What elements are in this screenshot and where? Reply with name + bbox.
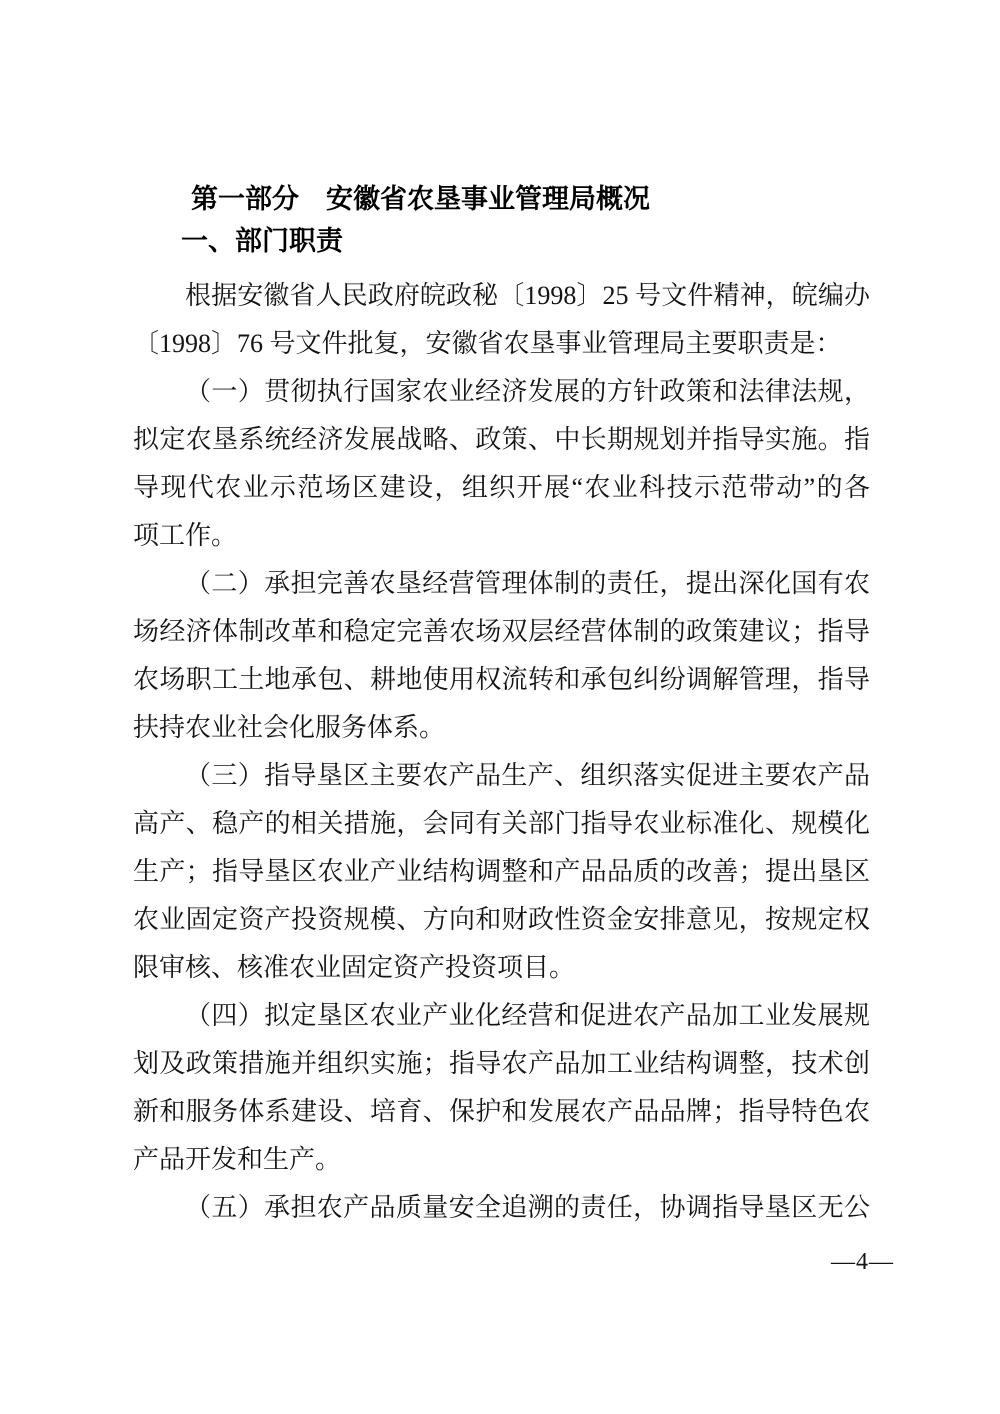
body-line-1: 根据安徽省人民政府皖政秘〔1998〕25 号文件精神，皖编办 <box>185 281 870 310</box>
body-line-19: 产品开发和生产。 <box>133 1145 342 1174</box>
body-line-18: 新和服务体系建设、培育、保护和发展农产品品牌；指导特色农 <box>133 1097 870 1126</box>
body-line-11: （三）指导垦区主要农产品生产、组织落实促进主要农产品 <box>185 761 870 790</box>
body-line-8: 场经济体制改革和稳定完善农场双层经营体制的政策建议；指导 <box>133 617 870 646</box>
document-body <box>133 272 870 1232</box>
body-line-3: （一）贯彻执行国家农业经济发展的方针政策和法律法规， <box>185 377 870 406</box>
page-number: —4— <box>831 1249 894 1275</box>
section-heading: 一、部门职责 <box>181 226 343 256</box>
part-title: 第一部分 安徽省农垦事业管理局概况 <box>191 184 650 214</box>
body-line-2: 〔1998〕76 号文件批复，安徽省农垦事业管理局主要职责是： <box>133 329 842 358</box>
body-line-15: 限审核、核准农业固定资产投资项目。 <box>133 953 576 982</box>
body-line-7: （二）承担完善农垦经营管理体制的责任，提出深化国有农 <box>185 569 870 598</box>
body-line-5: 导现代农业示范场区建设，组织开展“农业科技示范带动”的各 <box>133 473 870 502</box>
body-line-14: 农业固定资产投资规模、方向和财政性资金安排意见，按规定权 <box>133 905 870 934</box>
body-line-12: 高产、稳产的相关措施，会同有关部门指导农业标准化、规模化 <box>133 809 870 838</box>
body-line-16: （四）拟定垦区农业产业化经营和促进农产品加工业发展规 <box>185 1001 870 1030</box>
body-line-9: 农场职工土地承包、耕地使用权流转和承包纠纷调解管理，指导 <box>133 665 870 694</box>
body-line-13: 生产；指导垦区农业产业结构调整和产品品质的改善；提出垦区 <box>133 857 870 886</box>
body-line-20: （五）承担农产品质量安全追溯的责任，协调指导垦区无公 <box>185 1193 870 1222</box>
body-line-6: 项工作。 <box>133 521 238 550</box>
body-line-17: 划及政策措施并组织实施；指导农产品加工业结构调整，技术创 <box>133 1049 870 1078</box>
body-line-4: 拟定农垦系统经济发展战略、政策、中长期规划并指导实施。指 <box>133 425 870 454</box>
body-line-10: 扶持农业社会化服务体系。 <box>133 713 446 742</box>
